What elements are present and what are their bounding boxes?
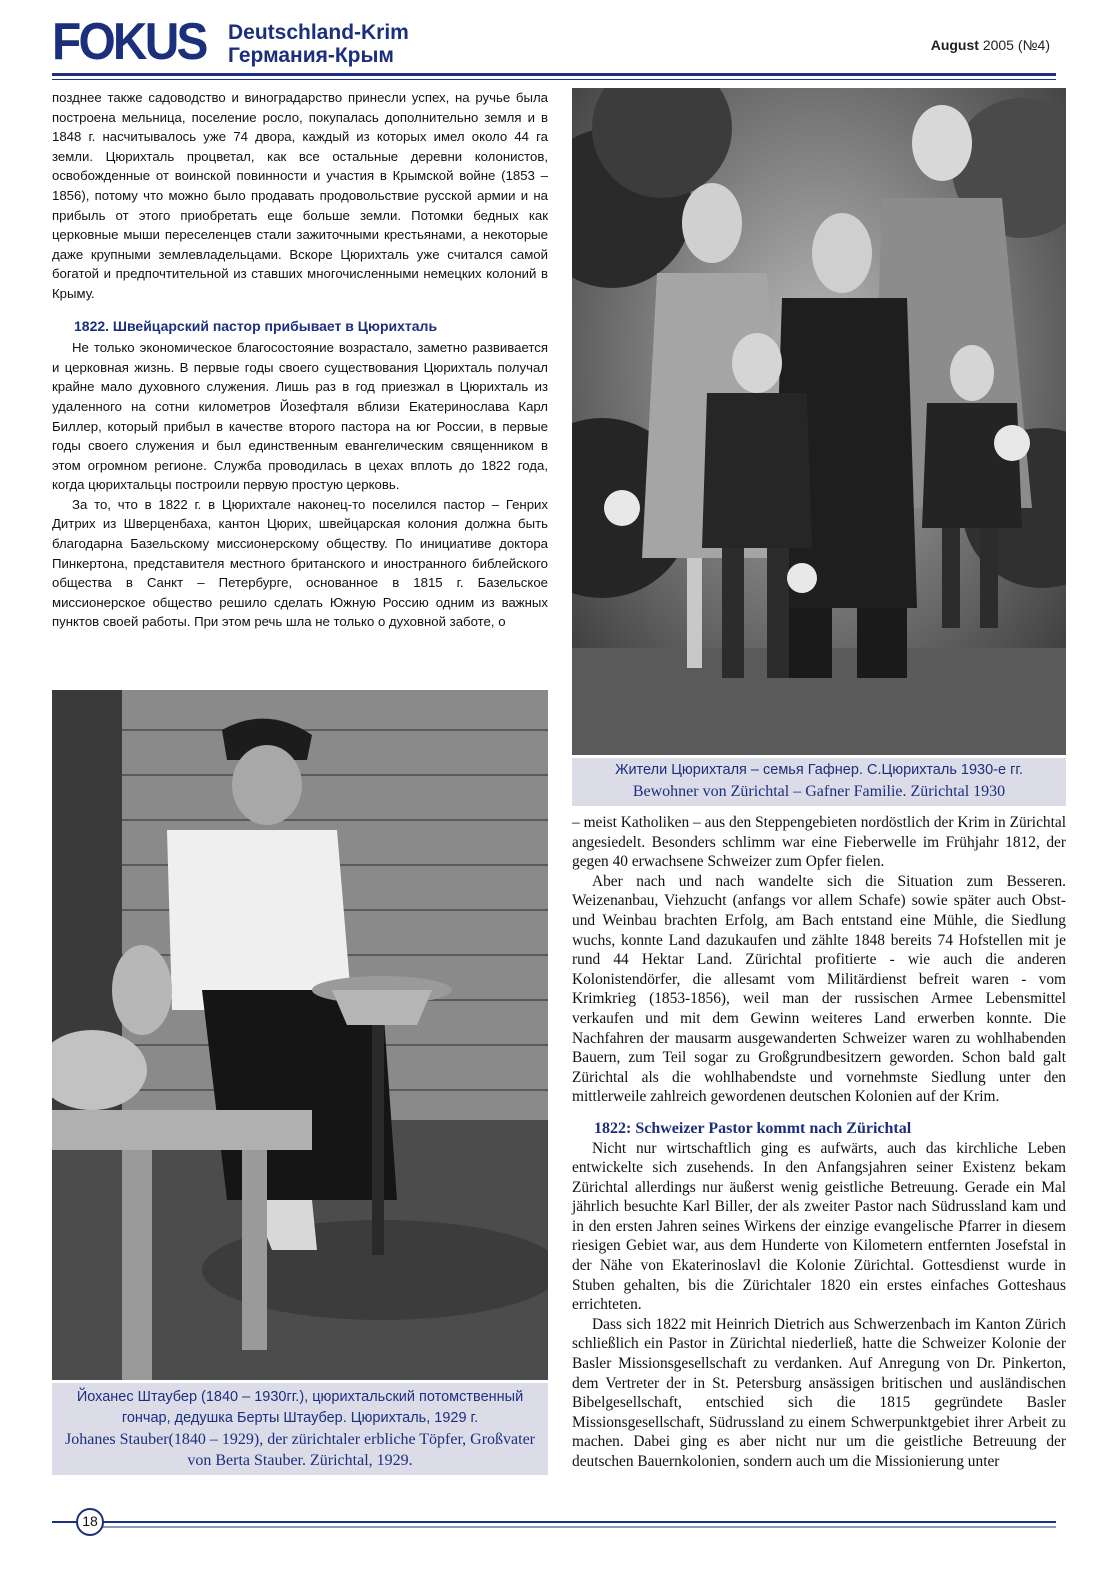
- de-paragraph: – meist Katholiken – aus den Steppengebieten nordöstlich der Krim in Zürichtal angesiedelt. Besonders schlimm war eine Fieberwelle im Frühjahr 1812, der gegen 40 erwachsene Schweizer zum Opfer fielen.: [572, 814, 1066, 871]
- potter-photo-image: [52, 690, 548, 1380]
- potter-photo-caption: [52, 1383, 548, 1475]
- family-photo-caption: [572, 758, 1066, 806]
- magazine-logo: FOKUS: [52, 13, 206, 71]
- left-column-text: [52, 88, 548, 632]
- de-paragraph: Dass sich 1822 mit Heinrich Dietrich aus Schwerzenbach im Kanton Zürich schließlich ein Pastor in Zürichtal niederließ, hatte die Schweizer Kolonie der Basler Missionsgesellschaft zu verdanken. Auf Anregung von Dr. Pinkerton, dem Vertreter der in St. Petersburg ansässigen britischen und ausländischen Bibelgesellschaft, entschied sich die 1815 gegründete Basler Missionsgesellschaft, Südrussland zu einem Schwerpunktgebiet ihrer Arbeit zu machen. Dabei ging es aber nicht nur um die geistliche Betreuung der deutschen Bauernkolonien, sondern auch um die Missionierung unter: [572, 1315, 1066, 1470]
- caption-ru: Жители Цюрихталя – семья Гафнер. С.Цюрихталь 1930-е гг.: [615, 762, 1023, 778]
- issue-month: August: [930, 37, 979, 53]
- caption-ru: Йоханес Штаубер (1840 – 1930гг.), цюрихтальский потомственный гончар, дедушка Берты Штаубер. Цюрихталь, 1929 г.: [76, 1389, 524, 1426]
- potter-photo: [52, 690, 548, 1380]
- ru-paragraph: позднее также садоводство и виноградарство принесли успех, на ручье была построена мельница, поселение росло, покупалась дополнительно земля и в 1848 г. насчитывалось уже 74 двора, каждый из которых имел около 44 га земли. Цюрихталь процветал, как все остальные деревни колонистов, освобожденные от воинской повинности и участия в Крымской войне (1853 – 1856), потому что можно было продавать продовольствие русской армии и на прибыль от этого приобретать еще больше земли. Потомки бедных как церковные мыши переселенцев стали зажиточными крестьянами, а некоторые даже крупными землевладельцами. Вскоре Цюрихталь уже считался самой богатой и предпочтительной из ставших многочисленными немецких колоний в Крыму.: [52, 90, 548, 301]
- family-photo-image: [572, 88, 1066, 755]
- issue-number: 2005 (№4): [982, 37, 1050, 53]
- header-title-de: Deutschland-Krim: [228, 21, 409, 44]
- caption-de: Bewohner von Zürichtal – Gafner Familie. Zürichtal 1930: [632, 783, 1006, 800]
- de-paragraph: Aber nach und nach wandelte sich die Situation zum Besseren. Weizenanbau, Viehzucht (anfangs vor allem Schafe) sowie später auch Obst- und Weinbau brachten Erfolg, am Bach entstand eine Mühle, die Siedlung wuchs, konnte Land dazukaufen und zählte 1848 bereits 74 Hofstellen mit je rund 44 Hektar Land. Zürichtal profitierte - wie auch die anderen Kolonistendörfer, die allesamt vom Militärdienst befreit waren - vom Krimkrieg (1853-1856), weil man der russischen Armee Lebensmittel verkaufen und mit dem Gewinn weiteres Land erwerben konnte. Die Nachfahren der mausarm ausgewanderten Schweizer waren zu wohlhabenden Bauern, zum Teil sogar zu Großgrundbesitzern geworden. Schon bald galt Zürichtal als die wohlhabendste und vornehmste Siedlung unter den mittlerweile zahlreich gewordenen deutschen Kolonien auf der Krim.: [572, 872, 1066, 1106]
- page-footer: [52, 1508, 1056, 1536]
- de-section-heading: 1822: Schweizer Pastor kommt nach Zürichtal: [594, 1119, 912, 1137]
- family-photo: [572, 88, 1066, 755]
- ru-paragraph: Не только экономическое благосостояние возрастало, заметно развивается и церковная жизнь. В первые годы своего существования Цюрихталь получал крайне мало духовного служения. Лишь раз в год приезжал в Цюрихталь из удаленного на сотни километров Йозефталя вблизи Екатеринослава Карл Биллер, который прибыл в качестве второго пастора на юг России, в первые годы своего служения и был единственным евангелическим священником в этом огромном регионе. Служба проводилась в цехах вплоть до 1822 года, когда цюрихтальцы построили первую простую церковь.: [52, 340, 548, 493]
- header-rule-thin: [52, 79, 1056, 80]
- issue-info: [931, 37, 1050, 53]
- de-paragraph: Nicht nur wirtschaftlich ging es aufwärts, auch das kirchliche Leben entwickelte sich zusehends. In den Anfangsjahren seiner Existenz bekam Zürichtal allerdings nur äußerst wenig geistliche Betreuung. Gerade ein Mal jährlich besuchte Karl Biller, der als zweiter Pastor nach Südrussland kam und in den ersten Jahren seines Wirkens der einzige evangelische Pfarrer in diesem riesigen Gebiet war, aus dem Hunderte von Kilometern entfernten Josefstal in der Nähe von Ekaterinoslavl die Kolonie Zürichtal. Gottesdienst wurde in Stuben gehalten, bis die Zürichtaler 1820 ein erstes einfaches Gotteshaus errichteten.: [572, 1139, 1066, 1314]
- caption-de: Johanes Stauber(1840 – 1929), der zürichtaler erbliche Töpfer, Großvater von Berta Stauber. Zürichtal, 1929.: [65, 1431, 535, 1469]
- right-column-text: [572, 813, 1066, 1472]
- ru-paragraph: За то, что в 1822 г. в Цюрихтале наконец-то поселился пастор – Генрих Дитрих из Шверценбаха, кантон Цюрих, швейцарская колония должна быть благодарна Базельскому миссионерскому обществу. По инициативе доктора Пинкертона, представителя местного британского и иностранного библейского общества в Санкт – Петербурге, основанное в 1815 г. Базельское миссионерское общество решило сделать Южную Россию одним из важных пунктов своей работы. При этом речь шла не только о духовной заботе, о: [52, 496, 548, 630]
- header-title-ru: Германия-Крым: [228, 44, 394, 67]
- ru-section-heading: 1822. Швейцарский пастор прибывает в Цюрихталь: [74, 317, 438, 334]
- page-number: 18: [82, 1513, 98, 1529]
- footer-rule: [52, 1508, 1056, 1536]
- header-rule: [52, 73, 1056, 76]
